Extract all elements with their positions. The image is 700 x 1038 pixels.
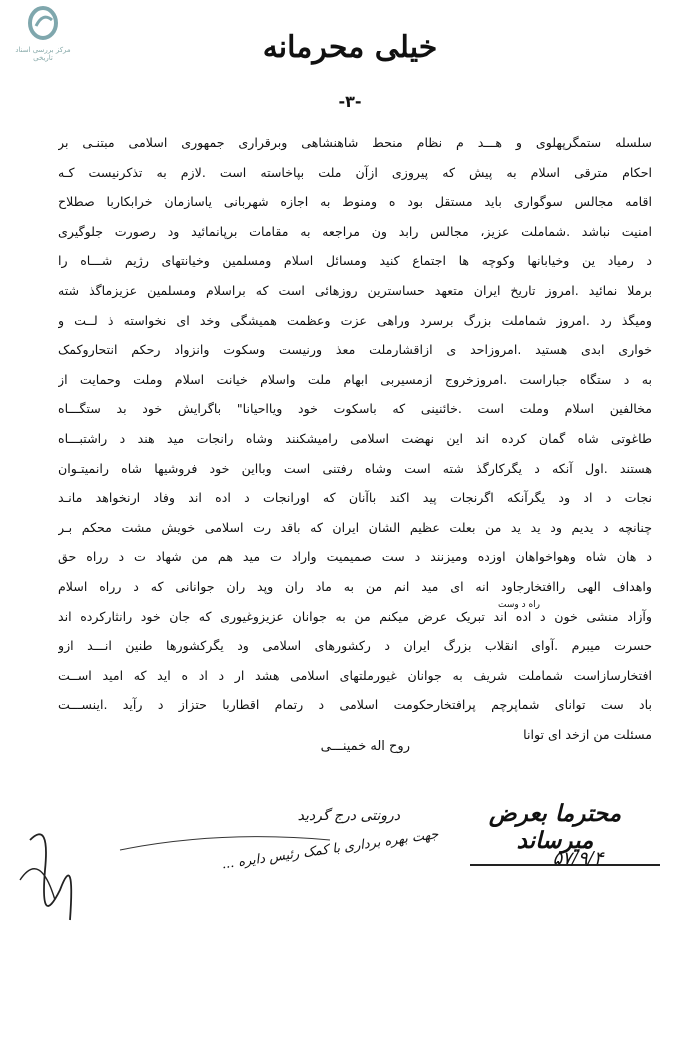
body-line: مخالفین اسلام وملت است .خائنینی که باسکوت خود ویااحیانا" باگرایش خود بد ستگـــاه	[58, 401, 652, 417]
handwritten-note-2: جهت بهره برداری با کمک رئیس دایره ...	[220, 827, 440, 873]
body-line: وآزاد منشی خون د اده اند تبریک عرض میکنم من به جوانان عزیزوغیوری که جان خود رانثارکرده اند	[58, 608, 652, 624]
stamp-text: محترما بعرض میرساند	[488, 800, 622, 854]
body-line: د هان شاه وهواخواهان اوزده ومیزنند د ست صمیمیت واراد ت مید هم من شهاد ت د رراه حق	[58, 549, 652, 565]
stamp-date: ۵۷/۹/۴	[552, 848, 604, 869]
body-line: سلسله ستمگرپهلوی و هـــد م نظام منحط شاهنشاهی وبرقراری جمهوری اسلامی مبتنـی بر	[58, 135, 652, 150]
archive-logo-text: مرکز بررسی اسناد تاریخی	[15, 46, 71, 62]
page-number: -۳-	[338, 92, 362, 111]
signature-name: روح اله خمینـــی	[320, 739, 410, 754]
body-line: احکام مترقی اسلام به پیش که پیروزی ازآن ملت بپاخاسته است .لازم به تذکرنیست کـه	[58, 164, 652, 180]
handwritten-note-1: درونتی درج گردید	[297, 808, 400, 824]
body-line: باد ست توانای شماپرچم پرافتخارحکومت اسلامی د رتمام اقطاربا حتزاز د رآید .اینســـت	[58, 697, 652, 713]
body-line: هستند .اول آنکه د یگرکارگذ شته است وشاه رفتنی است وبااین خود فروشیها شاه رانمیتـوان	[58, 460, 652, 476]
body-line: حسرت میبرم .آوای انقلاب بزرگ ایران د رکشورهای اسلامی ود یگرکشورها طنین انـــد ازو	[58, 638, 652, 654]
body-line: امنیت نباشد .شماملت عزیز، مجالس رابد ون مراجعه به مقامات برپانمائید ود رصورت جلوگیری	[58, 223, 652, 239]
body-line: نجات د اد ود یگرآنکه اگرنجات پید اکند باآنان که اورانجات د اده اند وفاد ارنخواهد مانـد	[58, 490, 652, 506]
body-line: به د ستگاه جباراست .امروزخروج ازمسیربی ابهام ملت واسلام خیانت اسلام وملت وحمایت از	[58, 371, 652, 387]
body-line: خواری ابدی هستید .امروزاحد ی ازاقشارملت معذ ورنیست وسکوت وانزواد رحکم انتحاروکمک	[58, 342, 652, 358]
body-line: چنانچه د یدیم ود ید ید من بعلت عظیم الشان ایران که باقد رت اسلامی خویش مشت محکم بـر	[58, 519, 652, 535]
body-line: افتخارسازاست شماملت شریف به جوانان غیورملتهای اسلامی هشد ار د اد ه اید که امید اســت	[58, 667, 652, 683]
body-line: واهداف الهی راافتخارجاود انه ای مید انم من به ماد ران وپد ران جوانانی که د رراه اسلام	[58, 578, 652, 594]
interline-note: راه د وست	[498, 600, 541, 610]
body-line: ومیگذ رد .امروز شماملت بزرگ برسرد وراهی عزت وعظمت همیشگی وخد ای نخواسته ذ لــت و	[58, 312, 652, 328]
classification-heading: خیلی محرمانه	[262, 30, 438, 65]
body-line: مسئلت من ازخد ای توانا	[523, 726, 652, 742]
body-line: طاغوتی شاه گمان کرده اند این نهضت اسلامی رامیشکنند وشاه رانجات مید هند د راشتبـــاه	[58, 430, 652, 446]
letter-body	[58, 128, 652, 749]
body-line: د رمیاد ین وخیابانها وکوچه ها اجتماع کنید ومسائل اسلام ومسلمین وخیانتهای رژیم شـــاه را	[58, 253, 652, 269]
body-line: اقامه مجالس سوگواری باید مستقل بود ه ومنوط به اجازه شهربانی یاسازمان خرابکاربا صطلاح	[58, 194, 652, 210]
body-line: برملا نمائید .امروز تاریخ ایران متعهد حساسترین روزهائی است که براسلام ومسلمین عزیزماگذ شته	[58, 282, 652, 298]
